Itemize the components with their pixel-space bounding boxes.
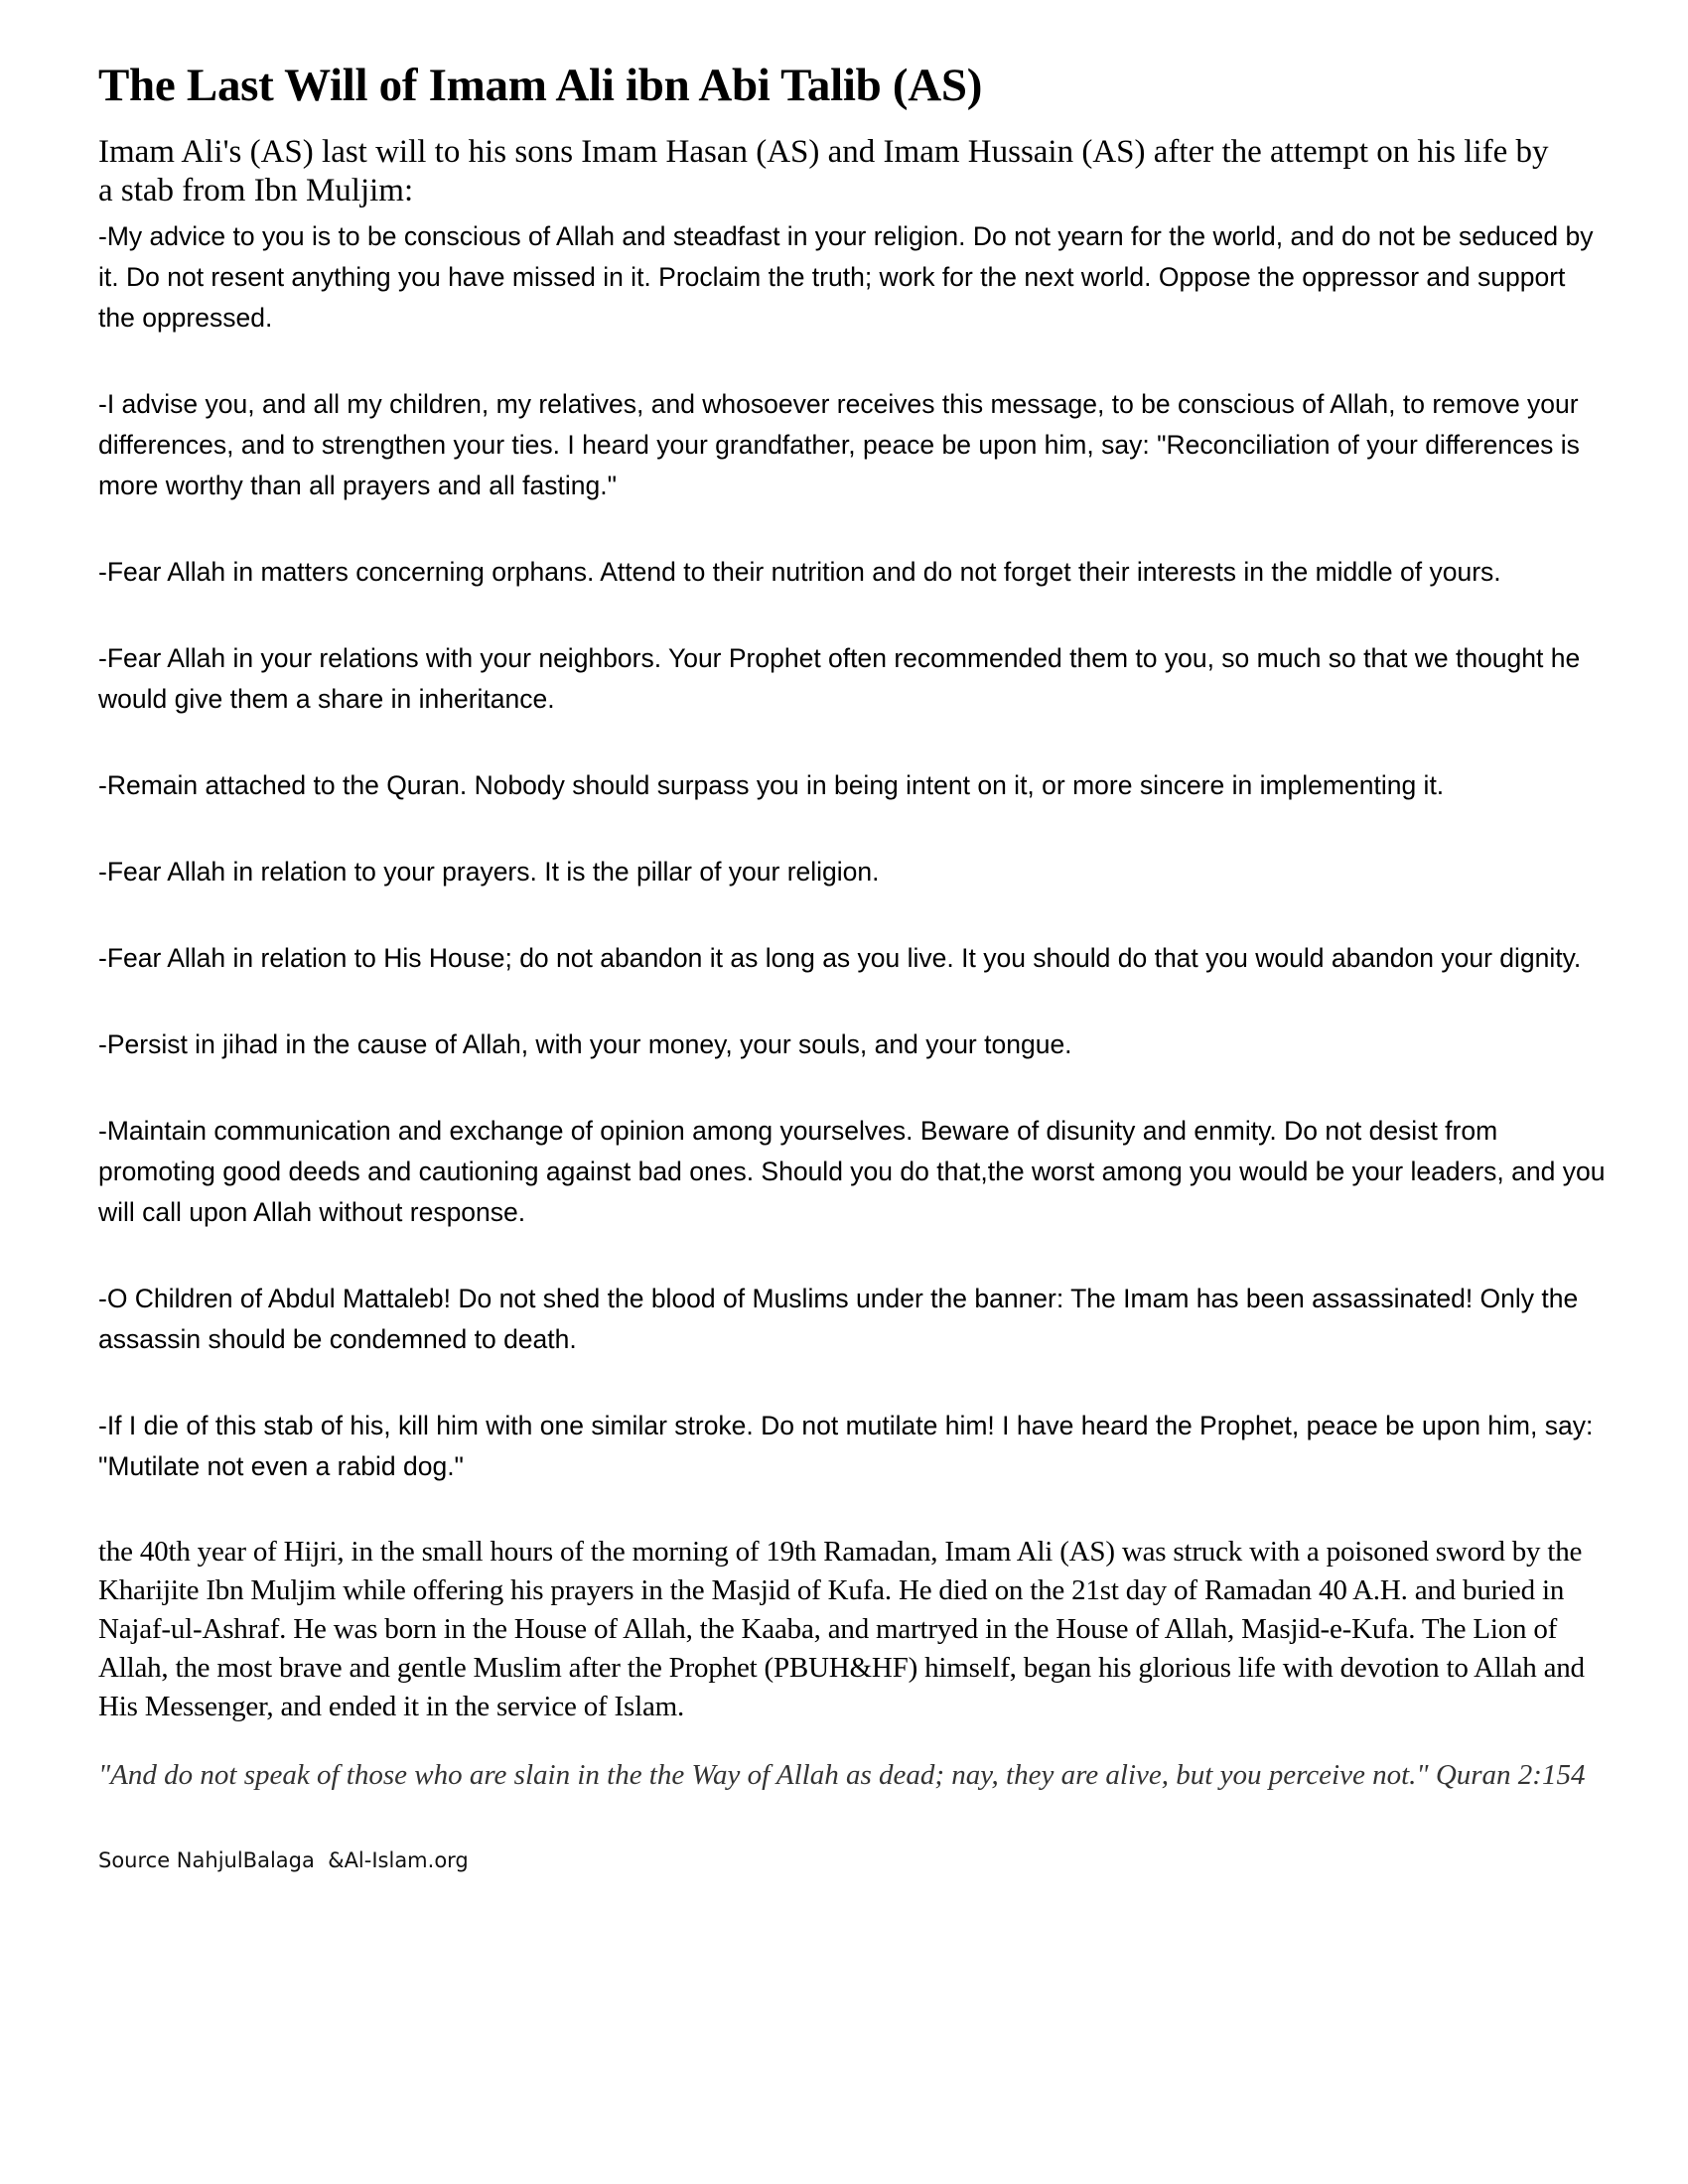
intro-paragraph: Imam Ali's (AS) last will to his sons Imam Hasan (AS) and Imam Hussain (AS) after the attempt on his life by a stab from Ibn Muljim: [98, 134, 1549, 208]
document-page [98, 58, 1608, 1895]
will-item: -Remain attached to the Quran. Nobody should surpass you in being intent on it, or more sincere in implementing it. [98, 770, 1445, 800]
will-item: -I advise you, and all my children, my relatives, and whosoever receives this message, to be conscious of Allah, to remove your differences, and to strengthen your ties. I heard your grandfather, peace be upon him, say: "Reconciliation of your differences is more worthy than all prayers and all fasting." [98, 389, 1580, 500]
will-item: -If I die of this stab of his, kill him with one similar stroke. Do not mutilate him! I have heard the Prophet, peace be upon him, say: "Mutilate not even a rabid dog." [98, 1411, 1594, 1481]
source-line: Source NahjulBalaga &Al-Islam.org [98, 1848, 469, 1872]
will-item: -Fear Allah in your relations with your neighbors. Your Prophet often recommended them to you, so much so that we thought he would give them a share in inheritance. [98, 643, 1581, 714]
will-item: -Persist in jihad in the cause of Allah, with your money, your souls, and your tongue. [98, 1029, 1072, 1059]
will-item: -Maintain communication and exchange of opinion among yourselves. Beware of disunity and enmity. Do not desist from promoting good deeds and cautioning against bad ones. Should you do that,the worst among you would be your leaders, and you will call upon Allah without response. [98, 1116, 1606, 1227]
will-item: -Fear Allah in matters concerning orphans. Attend to their nutrition and do not forget their interests in the middle of yours. [98, 557, 1501, 587]
history-paragraph: the 40th year of Hijri, in the small hours of the morning of 19th Ramadan, Imam Ali (AS) was struck with a poisoned sword by the Kharijite Ibn Muljim while offering his prayers in the Masjid of Kufa. He died on the 21st day of Ramadan 40 A.H. and buried in Najaf-ul-Ashraf. He was born in the House of Allah, the Kaaba, and martryed in the House of Allah, Masjid-e-Kufa. The Lion of Allah, the most brave and gentle Muslim after the Prophet (PBUH&HF) himself, began his glorious life with devotion to Allah and His Messenger, and ended it in the service of Islam. [98, 1536, 1585, 1722]
will-item: -O Children of Abdul Mattaleb! Do not shed the blood of Muslims under the banner: The Imam has been assassinated! Only the assassin should be condemned to death. [98, 1284, 1579, 1354]
will-item: -My advice to you is to be conscious of Allah and steadfast in your religion. Do not yearn for the world, and do not be seduced by it. Do not resent anything you have missed in it. Proclaim the truth; work for the next world. Oppose the oppressor and support the oppressed. [98, 221, 1594, 333]
will-item: -Fear Allah in relation to your prayers. It is the pillar of your religion. [98, 857, 880, 887]
will-item: -Fear Allah in relation to His House; do not abandon it as long as you live. It you should do that you would abandon your dignity. [98, 943, 1582, 973]
document-title: The Last Will of Imam Ali ibn Abi Talib (AS) [98, 60, 983, 111]
quran-quote: "And do not speak of those who are slain in the the Way of Allah as dead; nay, they are alive, but you perceive not." Quran 2:154 [98, 1759, 1586, 1791]
